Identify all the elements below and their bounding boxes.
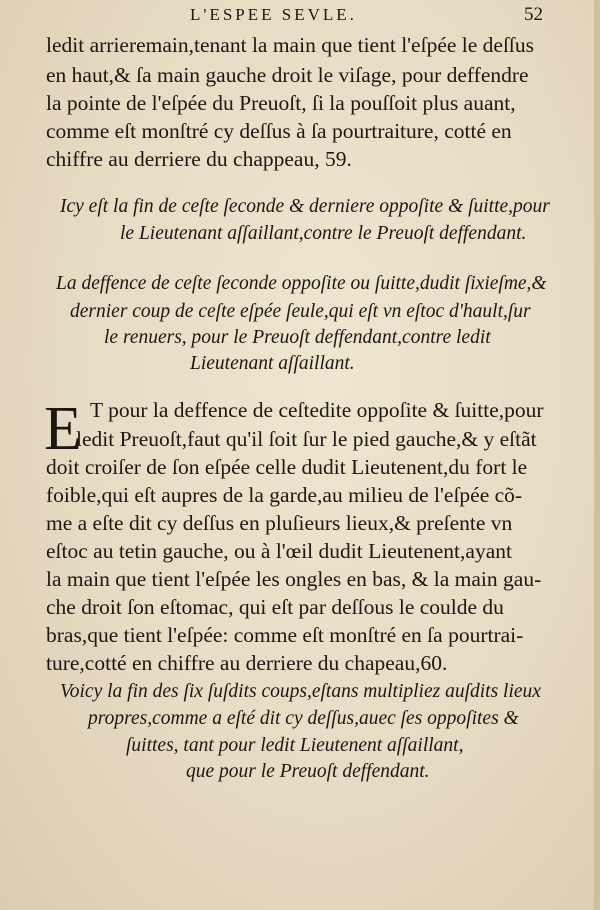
text-line: doit croiſer de ſon eſpée celle dudit Lieutenent,du fort le [46, 455, 528, 479]
text-line: che droit ſon eſtomac, qui eſt par deſſous le coulde du [46, 595, 504, 619]
text-line: T pour la deffence de ceſtedite oppoſite & ſuitte,pour [90, 398, 544, 422]
italic-line: dernier coup de ceſte eſpée ſeule,qui eſt vn eſtoc d'hault,ſur [70, 301, 531, 322]
text-line: chiffre au derriere du chappeau, 59. [46, 147, 352, 171]
text-line: bras,que tient l'eſpée: comme eſt monſtré en ſa pourtrai- [46, 623, 524, 647]
text-line: me a eſte dit cy deſſus en pluſieurs lieux,& preſente vn [46, 511, 513, 535]
text-line: la pointe de l'eſpée du Preuoſt, ſi la pouſſoit plus auant, [46, 91, 516, 115]
page-header [0, 2, 600, 28]
text-line: foible,qui eſt aupres de la garde,au milieu de l'eſpée cõ- [46, 483, 523, 507]
text-line: la main que tient l'eſpée les ongles en bas, & la main gau- [46, 567, 542, 591]
text-line: en haut,& ſa main gauche droit le viſage, pour deffendre [46, 63, 529, 87]
italic-line: Lieutenant aſſaillant. [190, 353, 355, 374]
text-line: eſtoc au tetin gauche, ou à l'œil dudit Lieutenent,ayant [46, 539, 512, 563]
italic-line: le renuers, pour le Preuoſt deffendant,contre ledit [104, 327, 491, 348]
italic-line: le Lieutenant aſſaillant,contre le Preuoſt deffendant. [120, 223, 527, 244]
text-line: ledit Preuoſt,faut qu'il ſoit ſur le pied gauche,& y eſtãt [76, 427, 537, 451]
text-line: ture,cotté en chiffre au derriere du chapeau,60. [46, 651, 448, 675]
drop-capital: E [44, 395, 82, 463]
italic-line: Voicy la fin des ſix ſuſdits coups,eſtans multipliez auſdits lieux [60, 681, 541, 702]
italic-line: La deffence de ceſte ſeconde oppoſite ou ſuitte,dudit ſixieſme,& [56, 273, 547, 294]
page-number: 52 [524, 4, 543, 25]
running-head: L'ESPEE SEVLE. [190, 5, 357, 24]
text-line: comme eſt monſtré cy deſſus à ſa pourtraiture, cotté en [46, 119, 512, 143]
italic-line: propres,comme a eſté dit cy deſſus,auec ſes oppoſites & [88, 708, 519, 729]
italic-line: ſuittes, tant pour ledit Lieutenent aſſaillant, [126, 735, 464, 756]
italic-line: que pour le Preuoſt deffendant. [186, 761, 430, 782]
text-line: ledit arrieremain,tenant la main que tient l'eſpée le deſſus [46, 33, 535, 57]
italic-line: Icy eſt la fin de ceſte ſeconde & derniere oppoſite & ſuitte,pour [60, 196, 550, 217]
